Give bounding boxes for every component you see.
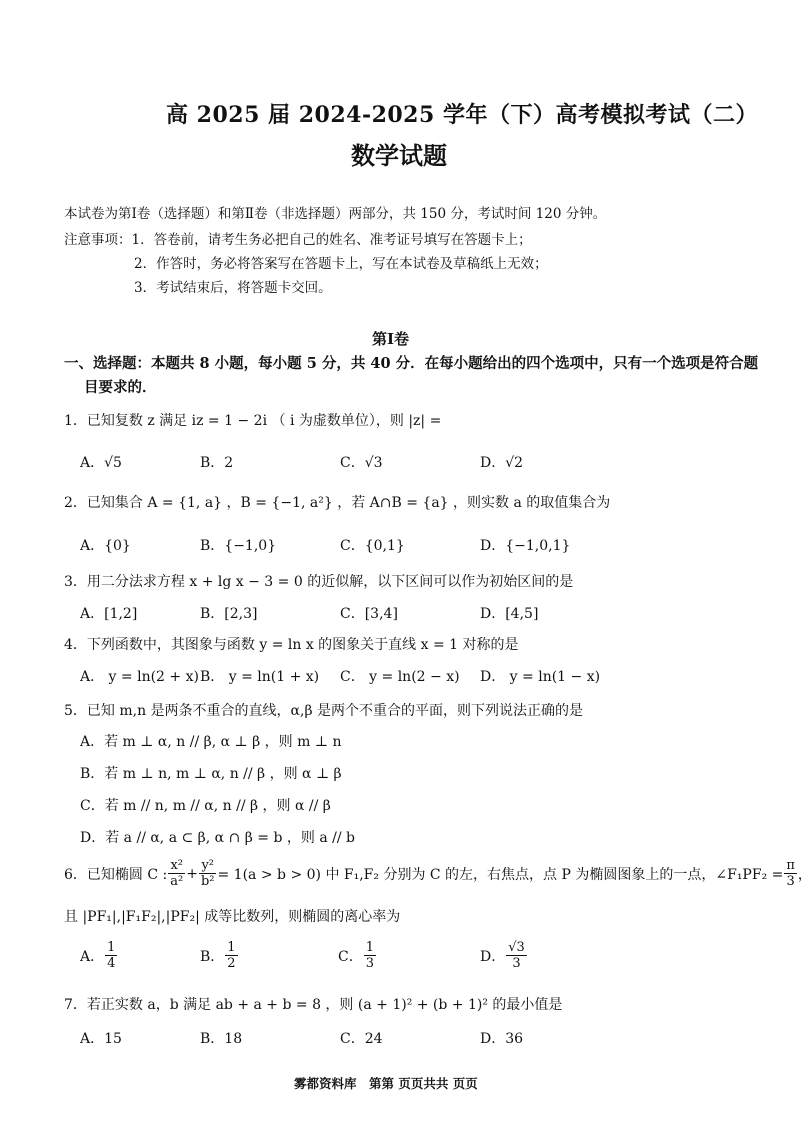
- q6-comma: ，: [797, 866, 812, 883]
- q6-c-label: C．: [338, 948, 363, 965]
- q6-a-label: A．: [80, 948, 105, 965]
- q5-option-b: B．若 m ⊥ n, m ⊥ α, n // β ，则 α ⊥ β: [80, 766, 342, 782]
- exam-subtitle: 数学试题: [351, 141, 447, 170]
- q6-frac-x: [168, 858, 185, 889]
- exam-title: 高 2025 届 2024-2025 学年（下）高考模拟考试（二）: [166, 102, 758, 128]
- q3-option-a: A．[1,2]: [80, 606, 138, 622]
- q6-c-num: 1: [365, 940, 374, 955]
- q7-option-b: B．18: [200, 1031, 243, 1047]
- q4-option-d: D． y = ln(1 − x): [480, 669, 601, 685]
- q6-x2: x²: [170, 858, 183, 873]
- q6-a-frac: [105, 940, 117, 971]
- q5-option-c: C．若 m // n, m // α, n // β ，则 α // β: [80, 798, 331, 814]
- q2-option-a: A．{0}: [80, 538, 131, 554]
- question-5: 5．已知 m,n 是两条不重合的直线，α,β 是两个不重合的平面，则下列说法正确的是: [64, 703, 583, 719]
- q6-option-b: [200, 940, 239, 971]
- q3-option-b: B．[2,3]: [200, 606, 258, 622]
- question-4: 4．下列函数中，其图象与函数 y = ln x 的图象关于直线 x = 1 对称的是: [64, 637, 519, 653]
- question-1: 1．已知复数 z 满足 iz = 1 − 2i （ i 为虚数单位），则 |z| =: [64, 413, 442, 429]
- q1-option-c: C．√3: [340, 455, 383, 471]
- q6-frac-y: [199, 858, 217, 889]
- q6-pi: π: [786, 858, 795, 873]
- q5-option-d: D．若 a // α, a ⊂ β, α ∩ β = b ，则 a // b: [80, 830, 355, 846]
- q7-option-c: C．24: [340, 1031, 383, 1047]
- q7-option-a: A．15: [80, 1031, 122, 1047]
- q2-option-c: C．{0,1}: [340, 538, 405, 554]
- q6-frac-angle: [784, 858, 797, 889]
- q6-line-2: 且 |PF₁|,|F₁F₂|,|PF₂| 成等比数列，则椭圆的离心率为: [64, 909, 401, 925]
- q6-b-label: B．: [200, 948, 225, 965]
- q6-plus: +: [186, 865, 198, 882]
- question-2: 2．已知集合 A = {1, a} ，B = {−1, a²} ，若 A∩B = {a} ，则实数 a 的取值集合为: [64, 495, 611, 511]
- q4-option-a: A． y = ln(2 + x): [80, 669, 199, 685]
- question-7: 7．若正实数 a，b 满足 ab + a + b = 8 ，则 (a + 1)² + (b + 1)² 的最小值是: [64, 997, 563, 1013]
- question-3: 3．用二分法求方程 x + lg x − 3 = 0 的近似解，以下区间可以作为初始区间的是: [64, 574, 574, 590]
- note-1: 注意事项：1．答卷前，请考生务必把自己的姓名、准考证号填写在答题卡上；: [64, 232, 532, 248]
- q6-three: 3: [786, 874, 795, 889]
- q4-option-b: B． y = ln(1 + x): [200, 669, 320, 685]
- q6-middle: = 1(a > b > 0) 中 F₁,F₂ 分别为 C 的左，右焦点，点 P 为椭圆图象上的一点，∠F₁PF₂ =: [217, 866, 784, 883]
- q1-option-a: A．√5: [80, 455, 122, 471]
- q6-b-den: 2: [227, 956, 236, 971]
- section-instruction-cont: 目要求的．: [84, 379, 157, 396]
- section-label: 第Ⅰ卷: [372, 330, 410, 348]
- q6-d-frac: [506, 940, 527, 971]
- q6-c-den: 3: [365, 956, 374, 971]
- q6-b2: b²: [200, 874, 215, 889]
- q6-b-frac: [225, 940, 237, 971]
- q6-a-num: 1: [107, 940, 116, 955]
- q4-option-c: C． y = ln(2 − x): [340, 669, 460, 685]
- q7-option-d: D．36: [480, 1031, 524, 1047]
- q6-c-frac: [364, 940, 376, 971]
- q6-option-a: [80, 940, 118, 971]
- q6-b-num: 1: [227, 940, 236, 955]
- q6-a2: a²: [170, 874, 184, 889]
- question-6: [64, 858, 812, 889]
- q1-option-d: D．√2: [480, 455, 524, 471]
- q1-option-b: B．2: [200, 455, 234, 471]
- q6-y2: y²: [201, 858, 214, 873]
- q2-option-d: D．{−1,0,1}: [480, 538, 571, 554]
- q6-prefix: 6．已知椭圆 C :: [64, 866, 168, 883]
- note-3: 3．考试结束后，将答题卡交回。: [134, 280, 332, 296]
- q6-option-c: [338, 940, 377, 971]
- q6-d-label: D．: [480, 948, 506, 965]
- q2-option-b: B．{−1,0}: [200, 538, 277, 554]
- section-instruction: 一、选择题：本题共 8 小题，每小题 5 分，共 40 分．在每小题给出的四个选项中，只有一个选项是符合题: [64, 355, 759, 372]
- q6-option-d: [480, 940, 528, 971]
- q3-option-c: C．[3,4]: [340, 606, 398, 622]
- page-footer: 雾都资料库 第第 页页共共 页页: [294, 1076, 478, 1091]
- q3-option-d: D．[4,5]: [480, 606, 539, 622]
- q5-option-a: A．若 m ⊥ α, n // β, α ⊥ β ，则 m ⊥ n: [80, 734, 342, 750]
- note-2: 2．作答时，务必将答案写在答题卡上，写在本试卷及草稿纸上无效；: [134, 256, 548, 272]
- q6-a-den: 4: [107, 956, 116, 971]
- q6-d-den: 3: [512, 956, 521, 971]
- intro-line: 本试卷为第Ⅰ卷（选择题）和第Ⅱ卷（非选择题）两部分，共 150 分，考试时间 120 分钟。: [64, 206, 607, 222]
- q6-d-num: √3: [508, 940, 525, 955]
